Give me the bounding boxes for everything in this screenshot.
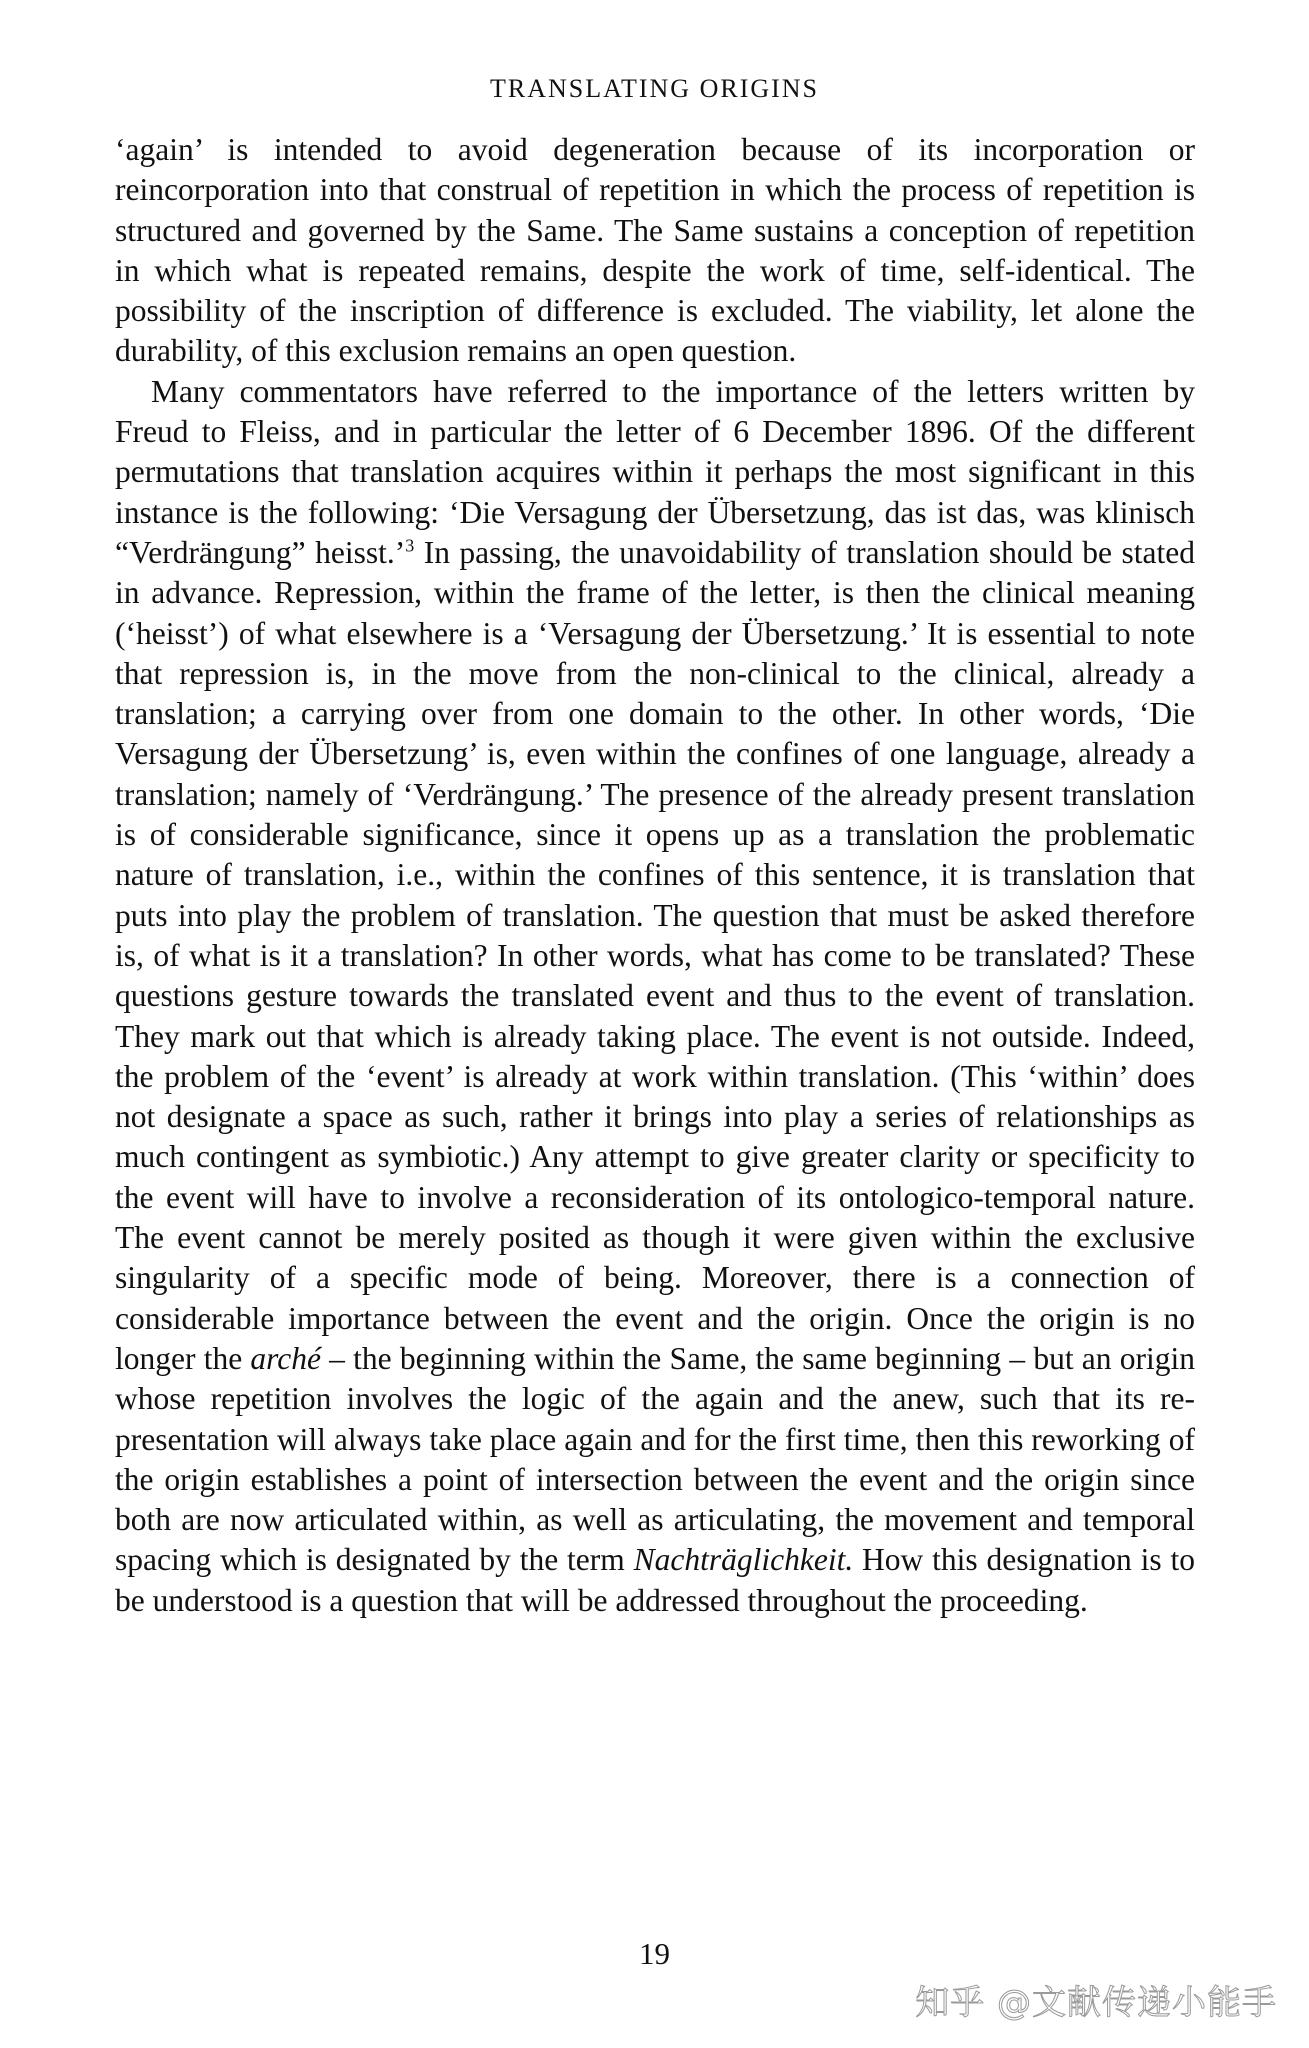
- paragraph-1: ‘again’ is intended to avoid degeneration because of its incorporation or reincorporation into that construal of repetition in which the process of repetition is structured and governed by the Same. The Same sustains a conception of repetition in which what is repeated remains, despite the work of time, self-identical. The possibility of the inscription of difference is excluded. The viability, let alone the durability, of this exclusion remains an open question.: [115, 132, 1195, 369]
- paragraph-2-part-4: How this designation is to be understood is a question that will be addressed throughout the proceeding.: [115, 1542, 1195, 1618]
- paragraph-2-part-3: – the beginning within the Same, the same beginning – but an origin whose repetition involves the logic of the again and the anew, such that its re-presentation will always take place again and for the first time, then this reworking of the origin establishes a point of intersection between the event and the origin since both are now articulated within, as well as articulating, the movement and temporal spacing which is designated by the term: [115, 1340, 1195, 1578]
- italic-term-nachtraglichkeit: Nachträglichkeit.: [633, 1542, 854, 1578]
- paragraph-2-part-2: In passing, the unavoidability of translation should be stated in advance. Repression, within the frame of the letter, is then the clinical meaning (‘heisst’) of what elsewhere is a ‘Versagung der Übersetzung.’ It is essential to note that repression is, in the move from the non-clinical to the clinical, already a translation; a carrying over from one domain to the other. In other words, ‘Die Versagung der Übersetzung’ is, even within the confines of one language, already a translation; namely of ‘Verdrängung.’ The presence of the already present translation is of considerable significance, since it opens up as a translation the problematic nature of translation, i.e., within the confines of this sentence, it is translation that puts into play the problem of translation. The question that must be asked therefore is, of what is it a translation? In other words, what has come to be translated? These questions gesture towards the translated event and thus to the event of translation. They mark out that which is already taking place. The event is not outside. Indeed, the problem of the ‘event’ is already at work within translation. (This ‘within’ does not designate a space as such, rather it brings into play a series of relationships as much contingent as symbiotic.) Any attempt to give greater clarity or specificity to the event will have to involve a reconsideration of its ontologico-temporal nature. The event cannot be merely posited as though it were given within the exclusive singularity of a specific mode of being. Moreover, there is a connection of considerable importance between the event and the origin. Once the origin is no longer the: [115, 534, 1195, 1376]
- italic-term-arche: arché: [250, 1340, 321, 1376]
- page-number: 19: [639, 1936, 670, 1971]
- running-head-title: TRANSLATING ORIGINS: [489, 74, 820, 103]
- footnote-reference: 3: [405, 535, 415, 556]
- paragraph-2-part-1: Many commentators have referred to the importance of the letters written by Freud to Fleiss, and in particular the letter of 6 December 1896. Of the different permutations that translation acquires within it perhaps the most significant in this instance is the following: ‘Die Versagung der Übersetzung, das ist das, was klinisch “Verdrängung” heisst.’: [115, 373, 1195, 570]
- watermark: 知乎 @文献传递小能手: [915, 1983, 1277, 2023]
- main-text: [115, 130, 1195, 1621]
- paragraph-2: [115, 372, 1195, 1621]
